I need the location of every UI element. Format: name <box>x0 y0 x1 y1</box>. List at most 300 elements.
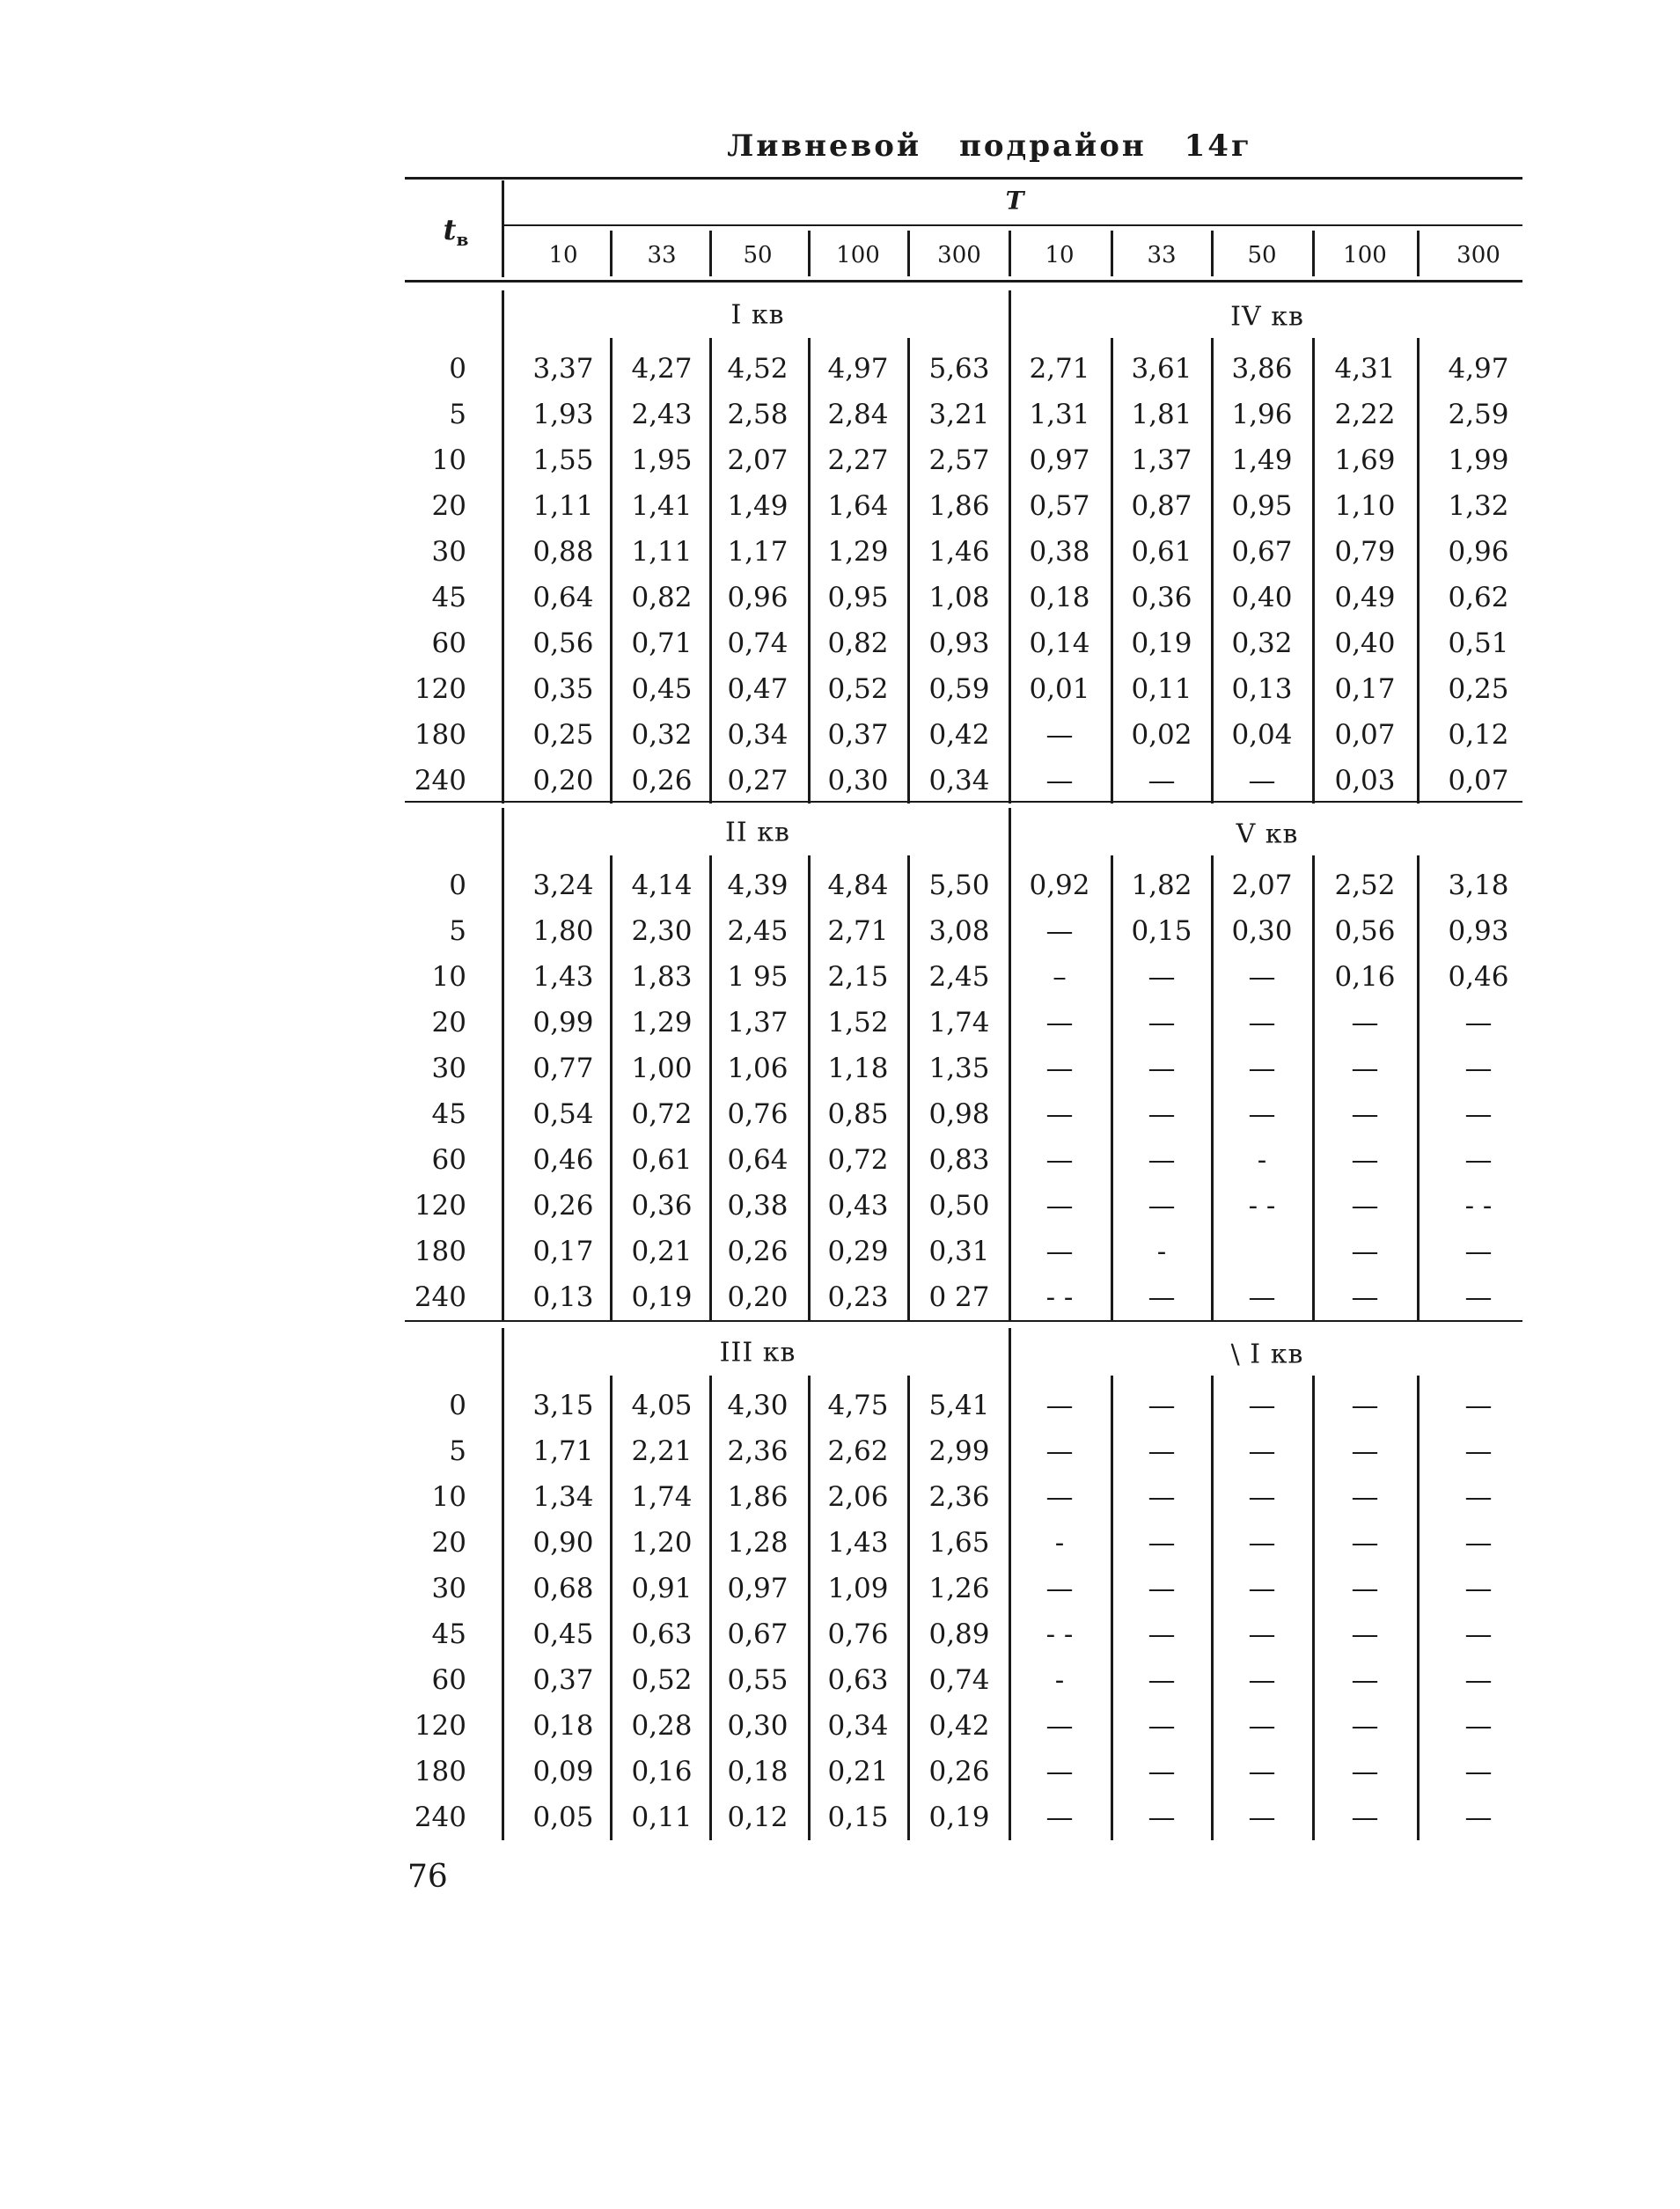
t-value-header: 50 <box>743 242 773 268</box>
table-cell: — <box>1148 1756 1176 1787</box>
table-cell: 0,64 <box>727 1144 789 1176</box>
table-cell: 0,61 <box>631 1144 693 1176</box>
table-cell: 4,52 <box>727 353 789 385</box>
column-divider <box>709 338 712 804</box>
table-cell: 2,27 <box>827 444 889 476</box>
table-cell: 2,30 <box>631 915 693 947</box>
table-cell: 1,96 <box>1231 399 1293 430</box>
t-value-header: 33 <box>647 242 677 268</box>
table-cell: — <box>1148 1098 1176 1130</box>
table-cell: 2,52 <box>1334 870 1396 901</box>
t-header-rule <box>502 224 1522 226</box>
table-cell: 0,82 <box>631 582 693 613</box>
table-cell: 3,61 <box>1131 353 1192 385</box>
table-cell: — <box>1248 1756 1276 1787</box>
header-divider <box>1111 231 1113 276</box>
table-cell: 0,21 <box>631 1236 693 1267</box>
table-cell: 0,72 <box>631 1098 693 1130</box>
table-cell: 0,68 <box>532 1573 594 1604</box>
row-label: 5 <box>449 1435 466 1467</box>
table-cell: 1,09 <box>827 1573 889 1604</box>
table-cell: 0,76 <box>727 1098 789 1130</box>
table-cell: 0,87 <box>1131 490 1192 522</box>
table-cell: — <box>1248 1573 1276 1604</box>
table-cell: 1,49 <box>727 490 789 522</box>
table-cell: 0,52 <box>827 673 889 705</box>
table-cell: 3,86 <box>1231 353 1293 385</box>
table-cell: — <box>1148 1007 1176 1038</box>
table-cell: 0,36 <box>1131 582 1192 613</box>
column-divider <box>1312 1376 1315 1840</box>
table-cell: - <box>1257 1144 1267 1176</box>
table-cell: 0,17 <box>532 1236 594 1267</box>
quarter-label: \ I кв <box>1230 1339 1304 1370</box>
table-cell: 0,52 <box>631 1664 693 1696</box>
row-label: 30 <box>431 536 466 568</box>
table-cell: 0,15 <box>827 1802 889 1833</box>
row-label: 0 <box>449 1390 466 1421</box>
table-cell: 0,40 <box>1231 582 1293 613</box>
column-divider <box>808 1376 811 1840</box>
table-cell: 0,88 <box>532 536 594 568</box>
table-cell: 0,27 <box>727 765 789 796</box>
table-cell: — <box>1148 961 1176 993</box>
table-cell: 1,29 <box>631 1007 693 1038</box>
table-cell: — <box>1464 1281 1493 1313</box>
table-cell: 0,54 <box>532 1098 594 1130</box>
header-divider <box>907 231 910 276</box>
table-cell: — <box>1148 1802 1176 1833</box>
table-cell: 1,71 <box>532 1435 594 1467</box>
row-label: 120 <box>414 1710 466 1742</box>
t-header: T <box>1005 186 1024 216</box>
table-cell: 2,06 <box>827 1481 889 1513</box>
table-cell: 1,37 <box>727 1007 789 1038</box>
table-cell: 2,45 <box>928 961 990 993</box>
table-cell: — <box>1351 1664 1379 1696</box>
table-cell: 0,36 <box>631 1190 693 1222</box>
table-cell: 3,24 <box>532 870 594 901</box>
table-top-rule <box>405 177 1522 180</box>
table-cell: 2,22 <box>1334 399 1396 430</box>
table-cell: — <box>1248 1098 1276 1130</box>
quarter-divider <box>1009 290 1011 804</box>
table-cell: 0,30 <box>1231 915 1293 947</box>
table-cell: — <box>1351 1573 1379 1604</box>
table-cell: 0,74 <box>928 1664 990 1696</box>
table-cell: 0,47 <box>727 673 789 705</box>
table-cell: 0,26 <box>928 1756 990 1787</box>
table-cell: — <box>1351 1802 1379 1833</box>
table-cell: 0,38 <box>727 1190 789 1222</box>
row-header-symbol: t <box>443 212 457 246</box>
table-cell: 2,59 <box>1448 399 1509 430</box>
row-header-subscript: в <box>456 229 469 251</box>
table-cell: 0,34 <box>727 719 789 751</box>
table-cell: — <box>1464 1144 1493 1176</box>
section-rule <box>405 1320 1522 1322</box>
table-cell: 1,00 <box>631 1053 693 1084</box>
column-divider <box>1417 855 1420 1320</box>
table-cell: 4,97 <box>827 353 889 385</box>
table-cell: 1,86 <box>928 490 990 522</box>
table-cell: 1,43 <box>532 961 594 993</box>
table-cell: — <box>1148 1190 1176 1222</box>
table-cell: — <box>1248 1802 1276 1833</box>
table-cell: 1,49 <box>1231 444 1293 476</box>
table-cell: 0,51 <box>1448 627 1509 659</box>
table-cell: 1,08 <box>928 582 990 613</box>
table-cell: 0,16 <box>1334 961 1396 993</box>
table-cell: 0,04 <box>1231 719 1293 751</box>
column-divider <box>1211 855 1214 1320</box>
table-cell: 3,18 <box>1448 870 1509 901</box>
row-label: 5 <box>449 399 466 430</box>
row-label: 240 <box>414 765 466 796</box>
table-cell: 2,62 <box>827 1435 889 1467</box>
column-divider <box>709 1376 712 1840</box>
table-cell: 1 95 <box>727 961 789 993</box>
table-cell: 0,67 <box>1231 536 1293 568</box>
table-cell: 0,29 <box>827 1236 889 1267</box>
table-cell: 0,32 <box>631 719 693 751</box>
table-cell: 0,12 <box>1448 719 1509 751</box>
table-cell: — <box>1045 1053 1074 1084</box>
table-cell: — <box>1148 1144 1176 1176</box>
table-cell: — <box>1351 1390 1379 1421</box>
table-cell: 4,31 <box>1334 353 1396 385</box>
table-cell: 0,30 <box>727 1710 789 1742</box>
table-cell: 0,17 <box>1334 673 1396 705</box>
table-cell: 0,74 <box>727 627 789 659</box>
section-divider <box>502 808 504 1320</box>
table-cell: 2,84 <box>827 399 889 430</box>
column-divider <box>808 855 811 1320</box>
table-cell: - - <box>1045 1618 1074 1650</box>
table-cell: 0,59 <box>928 673 990 705</box>
table-cell: 0,15 <box>1131 915 1192 947</box>
table-cell: — <box>1148 1618 1176 1650</box>
table-cell: — <box>1045 1435 1074 1467</box>
table-cell: 0,21 <box>827 1756 889 1787</box>
row-label: 240 <box>414 1802 466 1833</box>
table-cell: — <box>1248 1281 1276 1313</box>
table-cell: — <box>1148 1710 1176 1742</box>
table-cell: — <box>1248 1710 1276 1742</box>
table-cell: 0,13 <box>1231 673 1293 705</box>
table-cell: — <box>1464 1098 1493 1130</box>
row-label: 60 <box>431 627 466 659</box>
table-cell: 4,84 <box>827 870 889 901</box>
table-cell: 0,14 <box>1029 627 1090 659</box>
table-cell: 0,46 <box>532 1144 594 1176</box>
table-cell: 1,37 <box>1131 444 1192 476</box>
table-cell: 1,93 <box>532 399 594 430</box>
column-divider <box>610 338 613 804</box>
table-cell: 1,55 <box>532 444 594 476</box>
table-cell: 0,35 <box>532 673 594 705</box>
table-cell: — <box>1464 1573 1493 1604</box>
table-cell: — <box>1351 1098 1379 1130</box>
table-cell: 1,64 <box>827 490 889 522</box>
table-cell: 1,26 <box>928 1573 990 1604</box>
table-cell: 0,34 <box>928 765 990 796</box>
table-cell: 3,15 <box>532 1390 594 1421</box>
table-cell: 4,14 <box>631 870 693 901</box>
table-cell: — <box>1045 1573 1074 1604</box>
table-cell: — <box>1351 1053 1379 1084</box>
table-cell: — <box>1464 1053 1493 1084</box>
table-cell: 0,07 <box>1334 719 1396 751</box>
table-cell: — <box>1351 1527 1379 1559</box>
table-cell: 1,18 <box>827 1053 889 1084</box>
table-cell: 0,76 <box>827 1618 889 1650</box>
table-cell: — <box>1351 1190 1379 1222</box>
row-label: 45 <box>431 582 466 613</box>
table-cell: - <box>1054 1527 1065 1559</box>
table-cell: 0,55 <box>727 1664 789 1696</box>
column-divider <box>610 1376 613 1840</box>
column-divider <box>1417 1376 1420 1840</box>
table-cell: — <box>1148 1527 1176 1559</box>
table-cell: 0,93 <box>928 627 990 659</box>
table-cell: — <box>1464 1664 1493 1696</box>
table-cell: 2,45 <box>727 915 789 947</box>
row-label: 120 <box>414 1190 466 1222</box>
table-cell: — <box>1351 1236 1379 1267</box>
column-divider <box>1111 855 1113 1320</box>
table-cell: — <box>1045 1756 1074 1787</box>
row-header <box>444 213 469 250</box>
row-label: 0 <box>449 870 466 901</box>
table-cell: 0,62 <box>1448 582 1509 613</box>
table-cell: 2,07 <box>727 444 789 476</box>
row-label: 30 <box>431 1053 466 1084</box>
table-cell: — <box>1045 1802 1074 1833</box>
table-cell: — <box>1045 1710 1074 1742</box>
row-label: 60 <box>431 1144 466 1176</box>
table-cell: 2,36 <box>727 1435 789 1467</box>
row-label: 120 <box>414 673 466 705</box>
table-cell: 0,12 <box>727 1802 789 1833</box>
table-cell: — <box>1464 1710 1493 1742</box>
table-cell: — <box>1248 1527 1276 1559</box>
row-label: 180 <box>414 1756 466 1787</box>
row-label: 20 <box>431 1527 466 1559</box>
table-cell: - <box>1054 1664 1065 1696</box>
table-cell: — <box>1045 719 1074 751</box>
table-cell: 0,46 <box>1448 961 1509 993</box>
row-label: 10 <box>431 1481 466 1513</box>
table-cell: — <box>1045 1390 1074 1421</box>
table-cell: 0,96 <box>1448 536 1509 568</box>
table-cell: 1,82 <box>1131 870 1192 901</box>
table-cell: 1,52 <box>827 1007 889 1038</box>
quarter-label: IV кв <box>1230 301 1304 333</box>
table-cell: — <box>1248 1435 1276 1467</box>
table-cell: 0,64 <box>532 582 594 613</box>
table-cell: - - <box>1045 1281 1074 1313</box>
table-cell: – <box>1053 961 1067 993</box>
table-cell: — <box>1248 1007 1276 1038</box>
table-cell: — <box>1148 1664 1176 1696</box>
table-cell: 4,39 <box>727 870 789 901</box>
table-cell: 0,56 <box>1334 915 1396 947</box>
table-cell: 0,03 <box>1334 765 1396 796</box>
table-cell: 0,83 <box>928 1144 990 1176</box>
title-word: 14г <box>1184 128 1252 164</box>
table-cell: — <box>1248 1053 1276 1084</box>
table-cell: 0,11 <box>1131 673 1192 705</box>
table-cell: 0,82 <box>827 627 889 659</box>
table-cell: 2,43 <box>631 399 693 430</box>
table-cell: 0,28 <box>631 1710 693 1742</box>
table-cell: 0,85 <box>827 1098 889 1130</box>
section-divider <box>502 1328 504 1840</box>
quarter-label: III кв <box>719 1337 796 1369</box>
t-value-header: 10 <box>1045 242 1075 268</box>
table-cell: — <box>1148 765 1176 796</box>
table-cell: — <box>1464 1756 1493 1787</box>
column-divider <box>1211 338 1214 804</box>
table-cell: — <box>1351 1435 1379 1467</box>
column-divider <box>907 1376 910 1840</box>
table-cell: 2,99 <box>928 1435 990 1467</box>
table-cell: 0,61 <box>1131 536 1192 568</box>
t-value-header: 10 <box>548 242 578 268</box>
table-cell: 1,31 <box>1029 399 1090 430</box>
column-divider <box>1417 338 1420 804</box>
table-cell: 3,08 <box>928 915 990 947</box>
table-cell: 0,26 <box>727 1236 789 1267</box>
table-cell: 0,11 <box>631 1802 693 1833</box>
table-cell: - - <box>1248 1190 1276 1222</box>
table-cell: - - <box>1464 1190 1493 1222</box>
table-cell: 0,45 <box>631 673 693 705</box>
table-cell: 0,63 <box>827 1664 889 1696</box>
table-cell: 4,30 <box>727 1390 789 1421</box>
table-cell: 2,71 <box>1029 353 1090 385</box>
table-cell: — <box>1248 1481 1276 1513</box>
table-cell: - <box>1156 1236 1167 1267</box>
table-cell: — <box>1148 1435 1176 1467</box>
row-label: 20 <box>431 490 466 522</box>
row-label: 45 <box>431 1618 466 1650</box>
table-cell: 1,65 <box>928 1527 990 1559</box>
table-cell: — <box>1351 1756 1379 1787</box>
row-label: 10 <box>431 444 466 476</box>
table-cell: 1,46 <box>928 536 990 568</box>
table-cell: 0,72 <box>827 1144 889 1176</box>
row-label: 180 <box>414 1236 466 1267</box>
table-cell: 0,18 <box>532 1710 594 1742</box>
table-cell: 0,90 <box>532 1527 594 1559</box>
table-cell: — <box>1464 1435 1493 1467</box>
table-cell: 0,42 <box>928 719 990 751</box>
table-cell: 0,91 <box>631 1573 693 1604</box>
table-cell: 0,23 <box>827 1281 889 1313</box>
table-cell: 2,15 <box>827 961 889 993</box>
table-cell: 0,13 <box>532 1281 594 1313</box>
t-value-header: 100 <box>836 242 880 268</box>
table-cell: — <box>1148 1281 1176 1313</box>
table-cell: 1,86 <box>727 1481 789 1513</box>
table-cell: 0,01 <box>1029 673 1090 705</box>
table-cell: 0,38 <box>1029 536 1090 568</box>
table-cell: — <box>1045 1144 1074 1176</box>
table-cell: — <box>1248 765 1276 796</box>
table-cell: 5,41 <box>928 1390 990 1421</box>
table-cell: 1,34 <box>532 1481 594 1513</box>
table-cell: 0,56 <box>532 627 594 659</box>
table-cell: 0,63 <box>631 1618 693 1650</box>
table-cell: 3,21 <box>928 399 990 430</box>
header-divider <box>610 231 613 276</box>
table-cell: 0,99 <box>532 1007 594 1038</box>
table-cell: 0,18 <box>1029 582 1090 613</box>
table-cell: 1,35 <box>928 1053 990 1084</box>
column-divider <box>808 338 811 804</box>
table-cell: 0,26 <box>532 1190 594 1222</box>
header-divider <box>1417 231 1420 276</box>
table-cell: 0,19 <box>928 1802 990 1833</box>
table-cell: 0,05 <box>532 1802 594 1833</box>
table-cell: 0,95 <box>1231 490 1293 522</box>
table-cell: — <box>1148 1481 1176 1513</box>
table-cell: 0,25 <box>532 719 594 751</box>
table-cell: 0,26 <box>631 765 693 796</box>
column-divider <box>1312 855 1315 1320</box>
table-cell: 0,93 <box>1448 915 1509 947</box>
t-value-header: 300 <box>1456 242 1500 268</box>
table-cell: — <box>1045 1098 1074 1130</box>
table-cell: 2,58 <box>727 399 789 430</box>
header-divider <box>502 180 504 277</box>
row-label: 0 <box>449 353 466 385</box>
row-label: 20 <box>431 1007 466 1038</box>
table-cell: — <box>1351 1618 1379 1650</box>
table-cell: 0,32 <box>1231 627 1293 659</box>
table-cell: 4,05 <box>631 1390 693 1421</box>
table-cell: 4,27 <box>631 353 693 385</box>
t-value-header: 33 <box>1147 242 1177 268</box>
table-cell: 1,06 <box>727 1053 789 1084</box>
table-cell: 1,99 <box>1448 444 1509 476</box>
table-cell: 0,20 <box>727 1281 789 1313</box>
table-cell: 1,17 <box>727 536 789 568</box>
table-cell: 0,98 <box>928 1098 990 1130</box>
header-divider <box>709 231 712 276</box>
table-cell: — <box>1248 961 1276 993</box>
table-cell: 1,74 <box>928 1007 990 1038</box>
table-cell: 0,37 <box>827 719 889 751</box>
table-cell: 1,11 <box>631 536 693 568</box>
header-bottom-rule <box>405 280 1522 283</box>
t-value-header: 300 <box>937 242 981 268</box>
table-cell: 4,75 <box>827 1390 889 1421</box>
page-number: 76 <box>407 1859 448 1895</box>
header-divider <box>1009 231 1011 276</box>
table-cell: 0,49 <box>1334 582 1396 613</box>
table-cell: 1,10 <box>1334 490 1396 522</box>
table-cell: 0,50 <box>928 1190 990 1222</box>
table-cell: — <box>1045 1007 1074 1038</box>
table-cell: — <box>1148 1390 1176 1421</box>
table-cell: — <box>1045 1236 1074 1267</box>
table-cell: 1,41 <box>631 490 693 522</box>
table-cell: 0,97 <box>727 1573 789 1604</box>
table-cell: 4,97 <box>1448 353 1509 385</box>
